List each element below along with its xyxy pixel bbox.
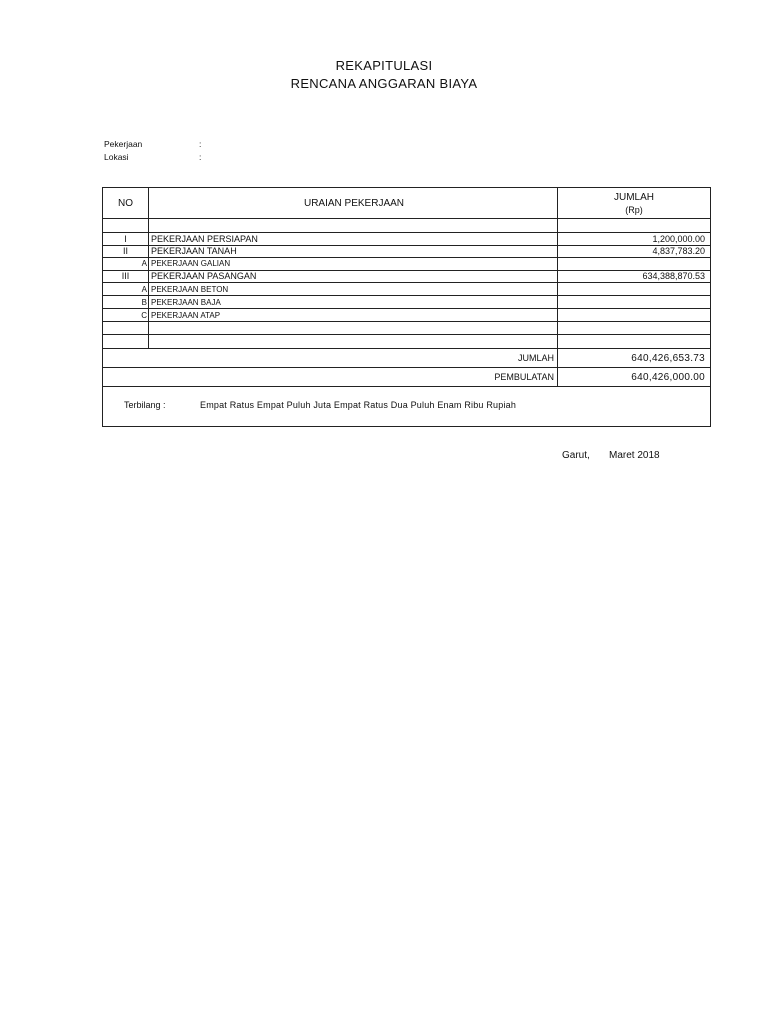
row-uraian: PEKERJAAN TANAH bbox=[149, 246, 558, 258]
header-jumlah bbox=[558, 188, 710, 218]
terbilang-row bbox=[103, 387, 710, 426]
signature-place: Garut, bbox=[562, 450, 590, 461]
header-no: NO bbox=[103, 188, 149, 218]
row-jumlah bbox=[558, 309, 710, 321]
table-row bbox=[103, 246, 710, 259]
row-no: II bbox=[103, 246, 149, 258]
row-jumlah: 4,837,783.20 bbox=[652, 246, 705, 257]
terbilang-value: Empat Ratus Empat Puluh Juta Empat Ratus Dua Puluh Enam Ribu Rupiah bbox=[200, 400, 517, 410]
document-title: REKAPITULASI bbox=[335, 58, 433, 73]
pembulatan-value: 640,426,000.00 bbox=[631, 371, 705, 383]
table-row-empty bbox=[103, 322, 710, 335]
row-jumlah bbox=[558, 283, 710, 295]
row-uraian: PEKERJAAN ATAP bbox=[149, 309, 558, 321]
row-uraian: PEKERJAAN BAJA bbox=[149, 296, 558, 308]
row-jumlah: 634,388,870.53 bbox=[642, 271, 705, 282]
jumlah-row bbox=[103, 349, 710, 368]
table-row-spacer bbox=[103, 219, 710, 233]
recap-table bbox=[102, 187, 711, 427]
row-uraian: PEKERJAAN BETON bbox=[149, 283, 558, 295]
lokasi-colon: : bbox=[199, 152, 202, 162]
meta-pekerjaan bbox=[104, 139, 202, 149]
lokasi-label: Lokasi bbox=[104, 152, 129, 162]
header-unit: (Rp) bbox=[625, 204, 643, 215]
document-subtitle: RENCANA ANGGARAN BIAYA bbox=[290, 76, 478, 91]
row-no: B bbox=[103, 296, 149, 308]
row-jumlah: 1,200,000.00 bbox=[652, 233, 705, 244]
row-no: A bbox=[103, 283, 149, 295]
pembulatan-label: PEMBULATAN bbox=[103, 368, 558, 386]
header-jumlah-label: JUMLAH bbox=[613, 191, 654, 203]
header-uraian: URAIAN PEKERJAAN bbox=[149, 188, 558, 218]
row-jumlah bbox=[558, 296, 710, 308]
table-header bbox=[103, 188, 710, 219]
jumlah-label: JUMLAH bbox=[103, 349, 558, 367]
jumlah-value: 640,426,653.73 bbox=[631, 352, 705, 364]
table-row-empty bbox=[103, 335, 710, 349]
row-no: C bbox=[103, 309, 149, 321]
table-row bbox=[103, 283, 710, 296]
row-jumlah bbox=[558, 258, 710, 270]
table-row bbox=[103, 296, 710, 309]
row-uraian: PEKERJAAN GALIAN bbox=[149, 258, 558, 270]
table-row bbox=[103, 233, 710, 246]
pekerjaan-colon: : bbox=[199, 139, 202, 149]
row-uraian: PEKERJAAN PERSIAPAN bbox=[149, 233, 558, 245]
meta-lokasi bbox=[104, 152, 202, 162]
terbilang-label: Terbilang : bbox=[124, 400, 166, 410]
table-row bbox=[103, 309, 710, 322]
pembulatan-row bbox=[103, 368, 710, 387]
table-row bbox=[103, 258, 710, 271]
row-uraian: PEKERJAAN PASANGAN bbox=[149, 271, 558, 283]
pekerjaan-label: Pekerjaan bbox=[104, 139, 143, 149]
table-row bbox=[103, 271, 710, 284]
row-no: III bbox=[103, 271, 149, 283]
row-no: I bbox=[103, 233, 149, 245]
signature-date: Maret 2018 bbox=[609, 450, 660, 461]
row-no: A bbox=[103, 258, 149, 270]
